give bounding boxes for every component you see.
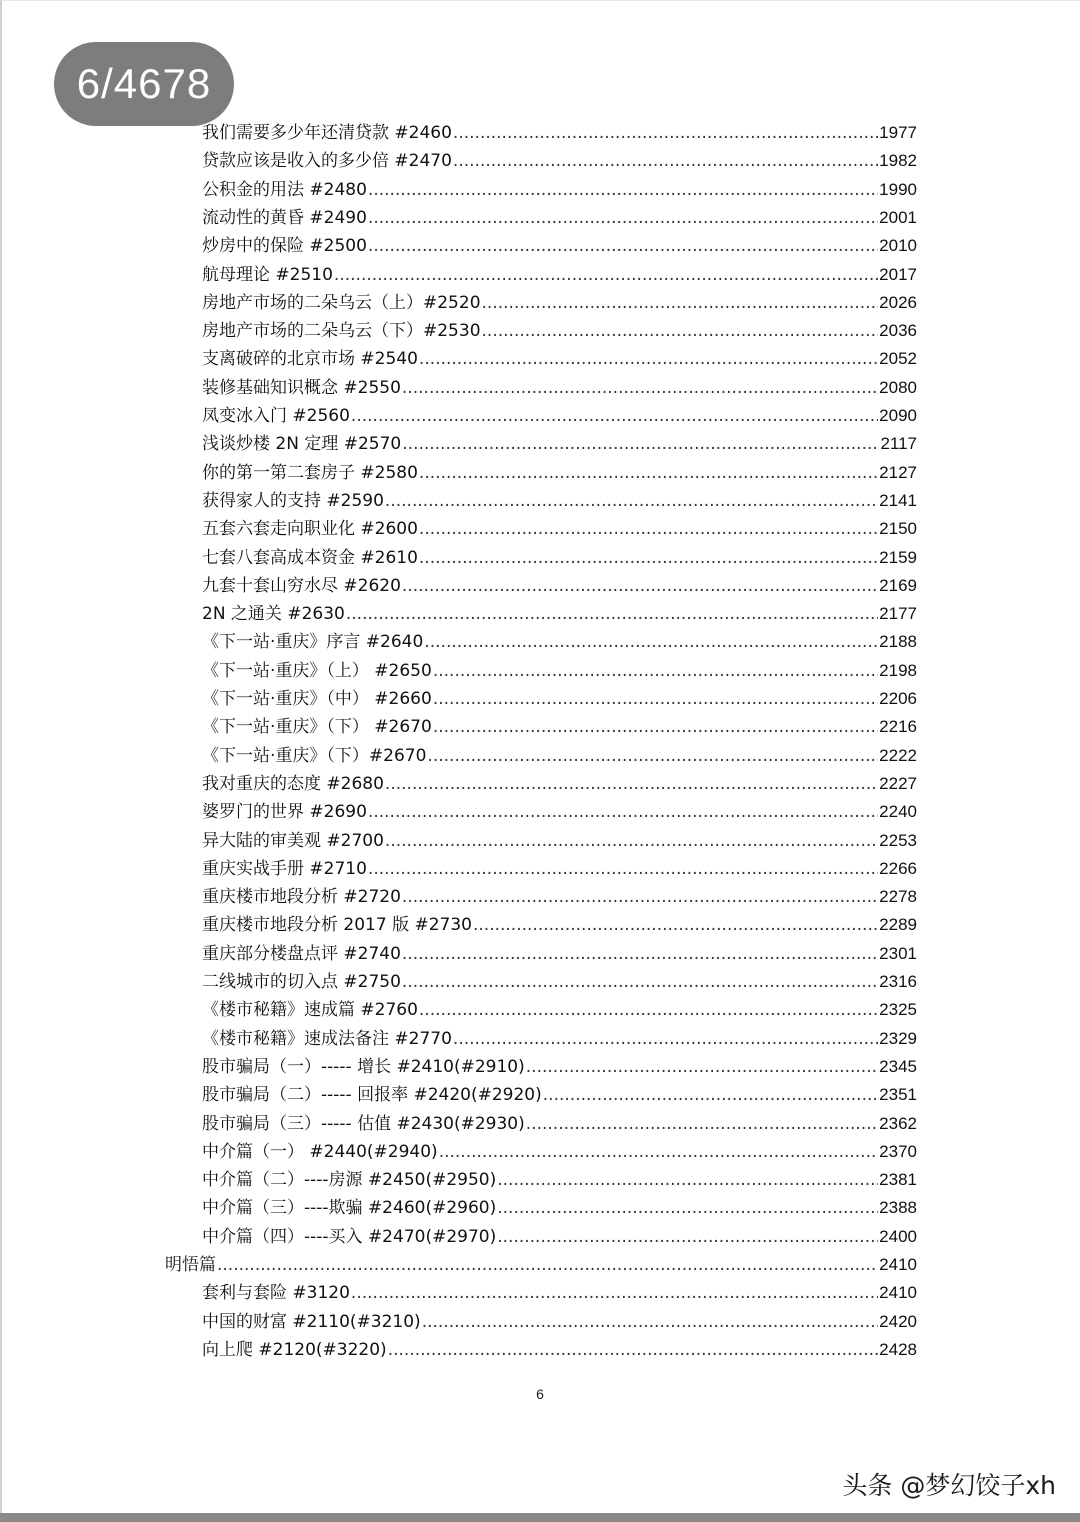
- toc-entry: [202, 685, 917, 713]
- watermark: 头条 @梦幻饺子xh: [842, 1471, 1056, 1500]
- toc-entry-title: 婆罗门的世界 #2690: [202, 802, 367, 823]
- toc-entry: [202, 515, 917, 543]
- toc-dot-leader: [351, 1279, 878, 1307]
- toc-entry-page: 2381: [879, 1170, 917, 1190]
- toc-entry: [202, 459, 917, 487]
- toc-dot-leader: [433, 685, 878, 713]
- toc-entry-title: 重庆楼市地段分析 2017 版 #2730: [202, 915, 472, 936]
- toc-entry: [202, 1308, 917, 1336]
- toc-entry-page: 2240: [879, 802, 917, 822]
- toc-entry-page: 2177: [879, 604, 917, 624]
- toc-entry-page: 2351: [879, 1085, 917, 1105]
- toc-entry-page: 2090: [879, 406, 917, 425]
- toc-entry: [202, 261, 917, 289]
- toc-entry-title: 中介篇（四）----买入 #2470(#2970): [202, 1226, 497, 1247]
- toc-entry: [202, 968, 917, 996]
- toc-entry: [202, 713, 917, 741]
- toc-entry: [202, 855, 917, 883]
- toc-dot-leader: [388, 1336, 878, 1364]
- toc-entry-page: 2159: [879, 547, 917, 567]
- toc-dot-leader: [497, 1166, 878, 1194]
- toc-dot-leader: [419, 459, 878, 487]
- toc-entry-title: 装修基础知识概念 #2550: [202, 377, 401, 398]
- toc-dot-leader: [385, 487, 878, 515]
- toc-dot-leader: [433, 657, 878, 685]
- toc-entry-title: 你的第一第二套房子 #2580: [202, 462, 418, 483]
- toc-entry-title: 套利与套险 #3120: [202, 1283, 350, 1304]
- toc-entry-page: 2362: [879, 1113, 917, 1133]
- toc-entry: [202, 600, 917, 628]
- toc-entry-title: 《下一站·重庆》（中） #2660: [202, 689, 432, 709]
- toc-entry-title: 《下一站·重庆》（下）#2670: [202, 745, 427, 766]
- toc-dot-leader: [402, 940, 878, 968]
- toc-dot-leader: [497, 1223, 878, 1251]
- toc-entry-title: 重庆部分楼盘点评 #2740: [202, 943, 401, 964]
- toc-entry-page: 2198: [879, 660, 917, 680]
- toc-entry: [202, 1138, 917, 1166]
- toc-entry-title: 航母理论 #2510: [202, 264, 333, 285]
- toc-entry-title: 股市骗局（二）----- 回报率 #2420(#2920): [202, 1085, 542, 1106]
- toc-entry-page: 2052: [879, 349, 917, 369]
- toc-entry-title: 浅谈炒楼 2N 定理 #2570: [202, 434, 402, 455]
- toc-entry-page: 2010: [879, 236, 917, 256]
- toc-entry: [202, 911, 917, 939]
- toc-entry: [202, 798, 917, 826]
- toc-entry-title: 我们需要多少年还清贷款 #2460: [202, 123, 452, 143]
- toc-dot-leader: [402, 883, 878, 911]
- toc-dot-leader: [334, 261, 878, 289]
- toc-entry-page: 2117: [880, 434, 917, 454]
- toc-entry-page: 2026: [879, 292, 917, 312]
- toc-entry-title: 支离破碎的北京市场 #2540: [202, 349, 418, 370]
- toc-entry-page: 2400: [879, 1226, 917, 1246]
- toc-dot-leader: [482, 317, 879, 345]
- toc-entry: [202, 119, 917, 147]
- page-counter-badge: 6/4678: [54, 42, 234, 126]
- toc-entry-title: 炒房中的保险 #2500: [202, 236, 367, 257]
- toc-entry-page: 2001: [879, 207, 917, 227]
- toc-entry-page: 2420: [879, 1311, 917, 1331]
- toc-entry: [202, 770, 917, 798]
- toc-dot-leader: [424, 628, 878, 656]
- toc-entry-title: 七套八套高成本资金 #2610: [202, 547, 418, 568]
- toc-entry-page: 2428: [879, 1339, 917, 1359]
- page-number: 6: [536, 1386, 544, 1402]
- toc-entry: [202, 317, 917, 345]
- toc-entry-page: 2188: [879, 632, 917, 652]
- toc-entry-title: 中介篇（二）----房源 #2450(#2950): [202, 1170, 497, 1191]
- toc-entry-page: 2410: [879, 1283, 917, 1303]
- toc-entry-page: 2150: [879, 519, 917, 539]
- toc-entry-title: 获得家人的支持 #2590: [202, 490, 384, 511]
- toc-entry-page: 2410: [879, 1255, 917, 1274]
- toc-dot-leader: [427, 742, 878, 770]
- toc-dot-leader: [368, 798, 878, 826]
- toc-entry-title: 贷款应该是收入的多少倍 #2470: [202, 151, 452, 172]
- toc-entry: [202, 572, 917, 600]
- toc-entry: [202, 940, 917, 968]
- toc-entry-page: 1982: [879, 151, 917, 171]
- toc-entry: [202, 883, 917, 911]
- toc-entry: [202, 657, 917, 685]
- toc-entry-title: 股市骗局（三）----- 估值 #2430(#2930): [202, 1113, 525, 1134]
- toc-entry-page: 2141: [879, 490, 917, 510]
- toc-entry-title: 流动性的黄昏 #2490: [202, 207, 367, 228]
- toc-entry-page: 2216: [879, 717, 917, 737]
- toc-entry-page: 2325: [879, 1000, 917, 1020]
- toc-entry: [202, 289, 917, 317]
- toc-entry: [202, 1279, 917, 1307]
- toc-entry-page: 2036: [879, 321, 917, 341]
- toc-dot-leader: [346, 600, 878, 628]
- toc-entry-page: 2169: [879, 575, 917, 595]
- toc-entry: [202, 1336, 917, 1364]
- toc-entry: [202, 544, 917, 572]
- toc-entry-page: 2316: [879, 972, 917, 991]
- toc-entry-page: 1990: [879, 179, 917, 199]
- toc-dot-leader: [419, 515, 878, 543]
- toc-dot-leader: [453, 119, 878, 147]
- toc-entry: [202, 487, 917, 515]
- toc-entry-title: 中介篇（三）----欺骗 #2460(#2960): [202, 1198, 497, 1219]
- toc-dot-leader: [433, 713, 878, 741]
- toc-entry-page: 2222: [879, 745, 917, 765]
- toc-entry: [202, 1025, 917, 1053]
- toc-entry-title: 《楼市秘籍》速成篇 #2760: [202, 1000, 418, 1021]
- toc-entry-page: 2127: [879, 462, 917, 482]
- toc-entry: [202, 1053, 917, 1081]
- toc-entry: [202, 1081, 917, 1109]
- toc-entry-page: 2388: [879, 1198, 917, 1218]
- toc-entry-title: 二线城市的切入点 #2750: [202, 972, 401, 992]
- toc-entry-page: 1977: [879, 123, 917, 142]
- toc-dot-leader: [402, 968, 878, 996]
- toc-entry-title: 股市骗局（一）----- 增长 #2410(#2910): [202, 1056, 525, 1077]
- toc-dot-leader: [482, 289, 879, 317]
- toc-entry: [202, 345, 917, 373]
- toc-entry-title: 五套六套走向职业化 #2600: [202, 519, 418, 540]
- toc-entry-page: 2329: [879, 1028, 917, 1048]
- toc-entry-page: 2289: [879, 915, 917, 935]
- toc-entry-title: 异大陆的审美观 #2700: [202, 830, 384, 851]
- toc-entry-title: 公积金的用法 #2480: [202, 179, 367, 200]
- toc-entry-title: 房地产市场的二朵乌云（上）#2520: [202, 292, 481, 313]
- toc-dot-leader: [526, 1053, 878, 1081]
- toc-entry-title: 我对重庆的态度 #2680: [202, 773, 384, 794]
- toc-entry-title: 2N 之通关 #2630: [202, 604, 345, 625]
- toc-dot-leader: [217, 1251, 878, 1279]
- toc-entry-title: 中国的财富 #2110(#3210): [202, 1311, 421, 1332]
- toc-entry-page: 2253: [879, 830, 917, 850]
- toc-entry: [202, 1166, 917, 1194]
- toc-entry-page: 2266: [879, 858, 917, 878]
- toc-entry-title: 明悟篇: [165, 1255, 216, 1275]
- toc-dot-leader: [419, 996, 878, 1024]
- toc-entry-page: 2017: [879, 264, 917, 284]
- toc-entry-page: 2301: [879, 943, 917, 963]
- toc-entry-page: 2345: [879, 1056, 917, 1076]
- toc-dot-leader: [526, 1110, 878, 1138]
- toc-entry: [202, 232, 917, 260]
- toc-dot-leader: [385, 827, 878, 855]
- toc-entry-page: 2227: [879, 773, 917, 793]
- toc-dot-leader: [385, 770, 878, 798]
- toc-entry-title: 中介篇（一） #2440(#2940): [202, 1141, 438, 1162]
- toc-entry: [202, 204, 917, 232]
- toc-dot-leader: [368, 176, 878, 204]
- toc-entry-page: 2206: [879, 689, 917, 708]
- toc-entry: [202, 147, 917, 175]
- toc-dot-leader: [419, 544, 878, 572]
- toc-entry: [202, 402, 917, 430]
- toc-entry-title: 九套十套山穷水尽 #2620: [202, 575, 401, 596]
- toc-entry: [202, 827, 917, 855]
- toc-entry-title: 《楼市秘籍》速成法备注 #2770: [202, 1028, 452, 1049]
- toc-entry: [202, 742, 917, 770]
- toc-entry: [202, 1223, 917, 1251]
- toc-dot-leader: [368, 855, 878, 883]
- toc-dot-leader: [402, 572, 878, 600]
- toc-entry-title: 房地产市场的二朵乌云（下）#2530: [202, 321, 481, 342]
- toc-entry: [202, 176, 917, 204]
- toc-dot-leader: [351, 402, 878, 430]
- toc-entry: [202, 1194, 917, 1222]
- toc-entry-title: 《下一站·重庆》序言 #2640: [202, 632, 424, 653]
- toc-entry-page: 2370: [879, 1141, 917, 1161]
- toc-dot-leader: [402, 430, 879, 458]
- toc-dot-leader: [543, 1081, 878, 1109]
- toc-entry-title: 《下一站·重庆》（下） #2670: [202, 717, 432, 738]
- toc-dot-leader: [497, 1194, 878, 1222]
- toc-entry: [202, 996, 917, 1024]
- toc-entry-title: 重庆楼市地段分析 #2720: [202, 887, 401, 908]
- toc-entry-title: 重庆实战手册 #2710: [202, 858, 367, 879]
- toc-entry: [202, 628, 917, 656]
- toc-entry-title: 凤变冰入门 #2560: [202, 406, 350, 426]
- toc-dot-leader: [419, 345, 878, 373]
- toc-entry-title: 向上爬 #2120(#3220): [202, 1339, 387, 1360]
- bottom-bar: [0, 1513, 1080, 1522]
- toc-entry-page: 2080: [879, 377, 917, 397]
- toc-entry: [202, 374, 917, 402]
- toc-dot-leader: [402, 374, 878, 402]
- toc-entry: [165, 1251, 917, 1279]
- toc-dot-leader: [439, 1138, 878, 1166]
- toc-entry: [202, 430, 917, 458]
- toc-dot-leader: [368, 204, 878, 232]
- toc-dot-leader: [422, 1308, 878, 1336]
- toc-entry-page: 2278: [879, 887, 917, 907]
- toc-dot-leader: [453, 1025, 878, 1053]
- toc-dot-leader: [473, 911, 878, 939]
- toc-entry: [202, 1110, 917, 1138]
- toc-dot-leader: [453, 147, 878, 175]
- toc-entry-title: 《下一站·重庆》（上） #2650: [202, 660, 432, 681]
- toc-dot-leader: [368, 232, 878, 260]
